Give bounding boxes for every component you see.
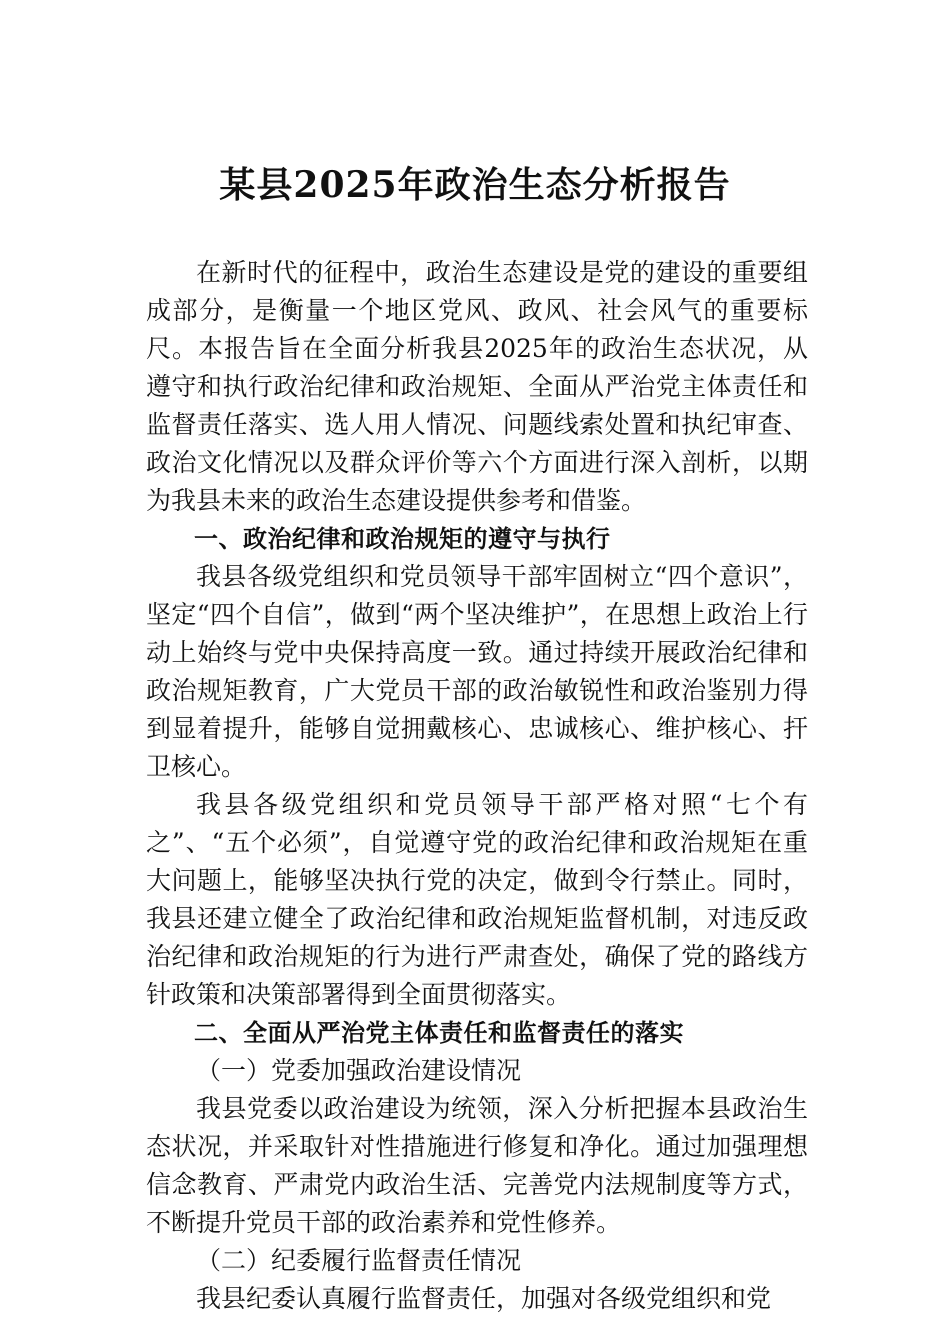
intro-paragraph: 在新时代的征程中，政治生态建设是党的建设的重要组成部分，是衡量一个地区党风、政风、社会风气的重要标尺。本报告旨在全面分析我县2025年的政治生态状况，从遵守和执行政治纪律和政治规矩、全面从严治党主体责任和监督责任落实、选人用人情况、问题线索处置和执纪审查、政治文化情况以及群众评价等六个方面进行深入剖析，以期为我县未来的政治生态建设提供参考和借鉴。 [146,258,808,515]
section-1-paragraph-2: 我县各级党组织和党员领导干部严格对照“七个有之”、“五个必须”，自觉遵守党的政治纪律和政治规矩在重大问题上，能够坚决执行党的决定，做到令行禁止。同时，我县还建立健全了政治纪律和政治规矩监督机制，对违反政治纪律和政治规矩的行为进行严肃查处，确保了党的路线方针政策和决策部署得到全面贯彻落实。 [146,790,808,1009]
subsection-heading-2-2: （二）纪委履行监督责任情况 [196,1246,522,1275]
section-heading-1: 一、政治纪律和政治规矩的遵守与执行 [194,525,611,553]
subsection-2-2-paragraph: 我县纪委认真履行监督责任，加强对各级党组织和党 [196,1284,772,1313]
document-title: 某县2025年政治生态分析报告 [219,164,731,206]
document-body [146,254,808,1318]
subsection-heading-2-1: （一）党委加强政治建设情况 [196,1056,522,1085]
section-heading-2: 二、全面从严治党主体责任和监督责任的落实 [194,1019,684,1047]
section-1-paragraph-1: 我县各级党组织和党员领导干部牢固树立“四个意识”，坚定“四个自信”，做到“两个坚决维护”，在思想上政治上行动上始终与党中央保持高度一致。通过持续开展政治纪律和政治规矩教育，广大党员干部的政治敏锐性和政治鉴别力得到显着提升，能够自觉拥戴核心、忠诚核心、维护核心、扞卫核心。 [146,562,808,781]
subsection-2-1-paragraph: 我县党委以政治建设为统领，深入分析把握本县政治生态状况，并采取针对性措施进行修复和净化。通过加强理想信念教育、严肃党内政治生活、完善党内法规制度等方式，不断提升党员干部的政治素养和党性修养。 [146,1094,808,1237]
